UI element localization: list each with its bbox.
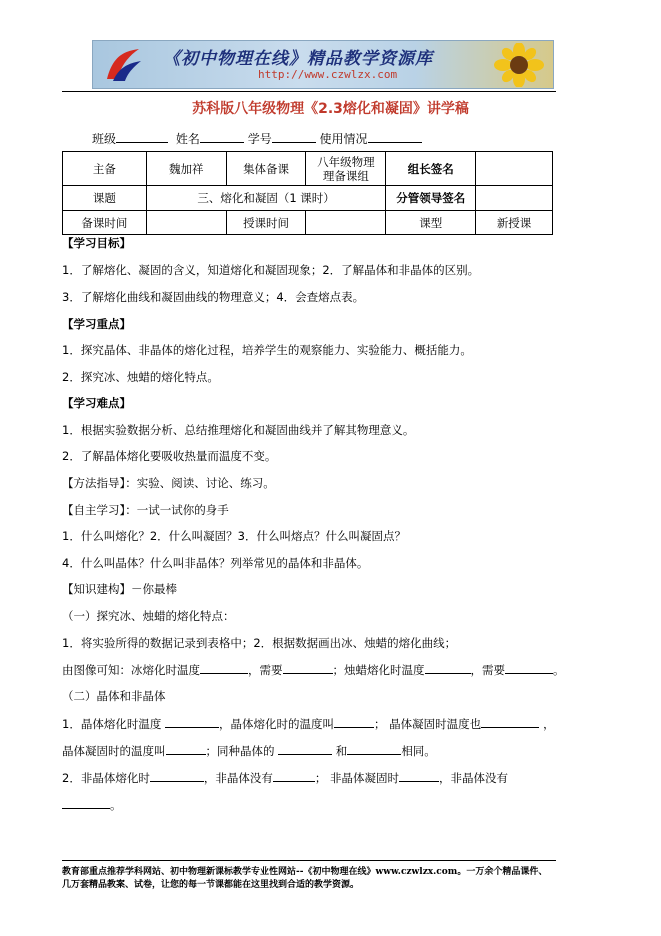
header-rule — [62, 91, 556, 92]
fill-text: 。 — [553, 663, 565, 677]
fill-text: ，非晶体没有 — [203, 771, 273, 785]
body-line: 1．根据实验数据分析、总结推理熔化和凝固曲线并了解其物理意义。 — [62, 423, 415, 437]
fill-blank[interactable] — [505, 662, 553, 674]
footer-line: 教育部重点推荐学科网站、初中物理新课标教学专业性网站--《初中物理在线》www.czwlzx.com。一万余个精品课件、 — [62, 867, 548, 877]
section-heading: 【学习难点】 — [62, 396, 131, 410]
fill-blank[interactable] — [166, 743, 206, 755]
fill-text: 和 — [332, 744, 348, 758]
number-label: 学号 — [247, 132, 272, 146]
body-line: 3．了解熔化曲线和凝固曲线的物理意义；4．会查熔点表。 — [62, 290, 365, 304]
table-cell: 新授课 — [476, 211, 553, 235]
fill-blank[interactable] — [62, 797, 110, 809]
table-row — [63, 152, 553, 186]
body-line: 1．了解熔化、凝固的含义，知道熔化和凝固现象；2．了解晶体和非晶体的区别。 — [62, 263, 480, 277]
table-row — [63, 186, 553, 211]
fill-text: ； 晶体凝固时温度也 — [373, 717, 482, 731]
lesson-info-table — [62, 151, 553, 235]
fill-line-2 — [62, 716, 555, 731]
fill-text: 2．非晶体熔化时 — [62, 771, 150, 785]
body-line: 1．探究晶体、非晶体的熔化过程，培养学生的观察能力、实验能力、概括能力。 — [62, 343, 472, 357]
table-cell — [146, 211, 226, 235]
fill-text: 由图像可知：冰熔化时温度 — [62, 663, 200, 677]
table-cell: 课型 — [386, 211, 476, 235]
footer-rule — [62, 860, 556, 861]
fill-blank[interactable] — [150, 770, 204, 782]
fill-text: ，非晶体没有 — [438, 771, 508, 785]
section-heading: 【学习重点】 — [62, 317, 131, 331]
body-line: 1．将实验所得的数据记录到表格中；2．根据数据画出冰、烛蜡的熔化曲线； — [62, 636, 457, 650]
fill-text: 。 — [110, 798, 122, 812]
fill-blank[interactable] — [481, 716, 539, 728]
header-banner — [92, 40, 554, 89]
section-heading: 【学习目标】 — [62, 236, 131, 250]
group-name-line2: 理备课组 — [322, 168, 369, 183]
table-cell: 课题 — [63, 186, 147, 211]
usage-label: 使用情况 — [319, 132, 368, 146]
class-label: 班级 — [92, 132, 117, 146]
table-cell: 魏加祥 — [146, 152, 226, 186]
fill-text: ， — [543, 717, 555, 731]
site-logo-icon — [99, 45, 145, 85]
fill-blank[interactable] — [347, 743, 401, 755]
table-cell — [306, 211, 386, 235]
fill-text: 相同。 — [401, 744, 436, 758]
fill-line-4 — [62, 770, 508, 785]
page-footer — [62, 866, 547, 892]
table-cell — [306, 152, 386, 186]
document-title: 苏科版八年级物理《2.3熔化和凝固》讲学稿 — [192, 101, 469, 117]
fill-text: ，需要 — [248, 663, 283, 677]
student-info-line — [92, 130, 422, 147]
fill-line-1 — [62, 662, 565, 677]
table-row — [63, 211, 553, 235]
fill-text: ，晶体熔化时的温度叫 — [218, 717, 334, 731]
fill-text: 1．晶体熔化时温度 — [62, 717, 165, 731]
fill-text: ；烛蜡熔化时温度 — [332, 663, 425, 677]
name-blank — [200, 131, 244, 143]
fill-text: 晶体凝固时的温度叫 — [62, 744, 166, 758]
fill-text: ，需要 — [470, 663, 505, 677]
table-cell: 主备 — [63, 152, 147, 186]
table-cell: 分管领导签名 — [386, 186, 476, 211]
class-blank — [116, 131, 168, 143]
fill-blank[interactable] — [283, 662, 333, 674]
banner-title: 《初中物理在线》精品教学资源库 — [163, 49, 433, 69]
sunflower-icon — [489, 43, 549, 87]
table-cell: 组长签名 — [386, 152, 476, 186]
fill-blank[interactable] — [425, 662, 471, 674]
fill-line-5 — [62, 797, 122, 812]
fill-blank[interactable] — [334, 716, 374, 728]
table-cell: 三、熔化和凝固（1 课时） — [146, 186, 385, 211]
fill-blank[interactable] — [399, 770, 439, 782]
body-line: 1．什么叫熔化？2．什么叫凝固？3．什么叫熔点？什么叫凝固点？ — [62, 529, 406, 543]
fill-line-3 — [62, 743, 436, 758]
section-heading: （二）晶体和非晶体 — [62, 689, 166, 703]
body-line: 2．探究冰、烛蜡的熔化特点。 — [62, 370, 219, 384]
fill-blank[interactable] — [165, 716, 219, 728]
table-cell — [476, 186, 553, 211]
section-heading: 【自主学习】：一试一试你的身手 — [62, 503, 229, 517]
fill-blank[interactable] — [200, 662, 248, 674]
table-cell: 授课时间 — [226, 211, 306, 235]
body-line: （一）探究冰、烛蜡的熔化特点： — [62, 609, 235, 623]
body-line: 4．什么叫晶体？什么叫非晶体？列举常见的晶体和非晶体。 — [62, 556, 369, 570]
section-heading: 【方法指导】：实验、阅读、讨论、练习。 — [62, 476, 275, 490]
table-cell — [476, 152, 553, 186]
fill-blank[interactable] — [273, 770, 315, 782]
table-cell: 集体备课 — [226, 152, 306, 186]
group-name-line1: 八年级物理 — [317, 154, 375, 169]
fill-blank[interactable] — [278, 743, 332, 755]
table-cell: 备课时间 — [63, 211, 147, 235]
name-label: 姓名 — [175, 132, 200, 146]
number-blank — [272, 131, 316, 143]
fill-text: ；同种晶体的 — [205, 744, 279, 758]
usage-blank — [368, 131, 422, 143]
banner-url: http://www.czwlzx.com — [258, 68, 398, 81]
body-line: 2．了解晶体熔化要吸收热量而温度不变。 — [62, 449, 277, 463]
footer-line: 几万套精品教案、试卷，让您的每一节课都能在这里找到合适的教学资源。 — [62, 880, 360, 890]
fill-text: ； 非晶体凝固时 — [314, 771, 399, 785]
section-heading: 【知识建构】－你最棒 — [62, 582, 177, 596]
